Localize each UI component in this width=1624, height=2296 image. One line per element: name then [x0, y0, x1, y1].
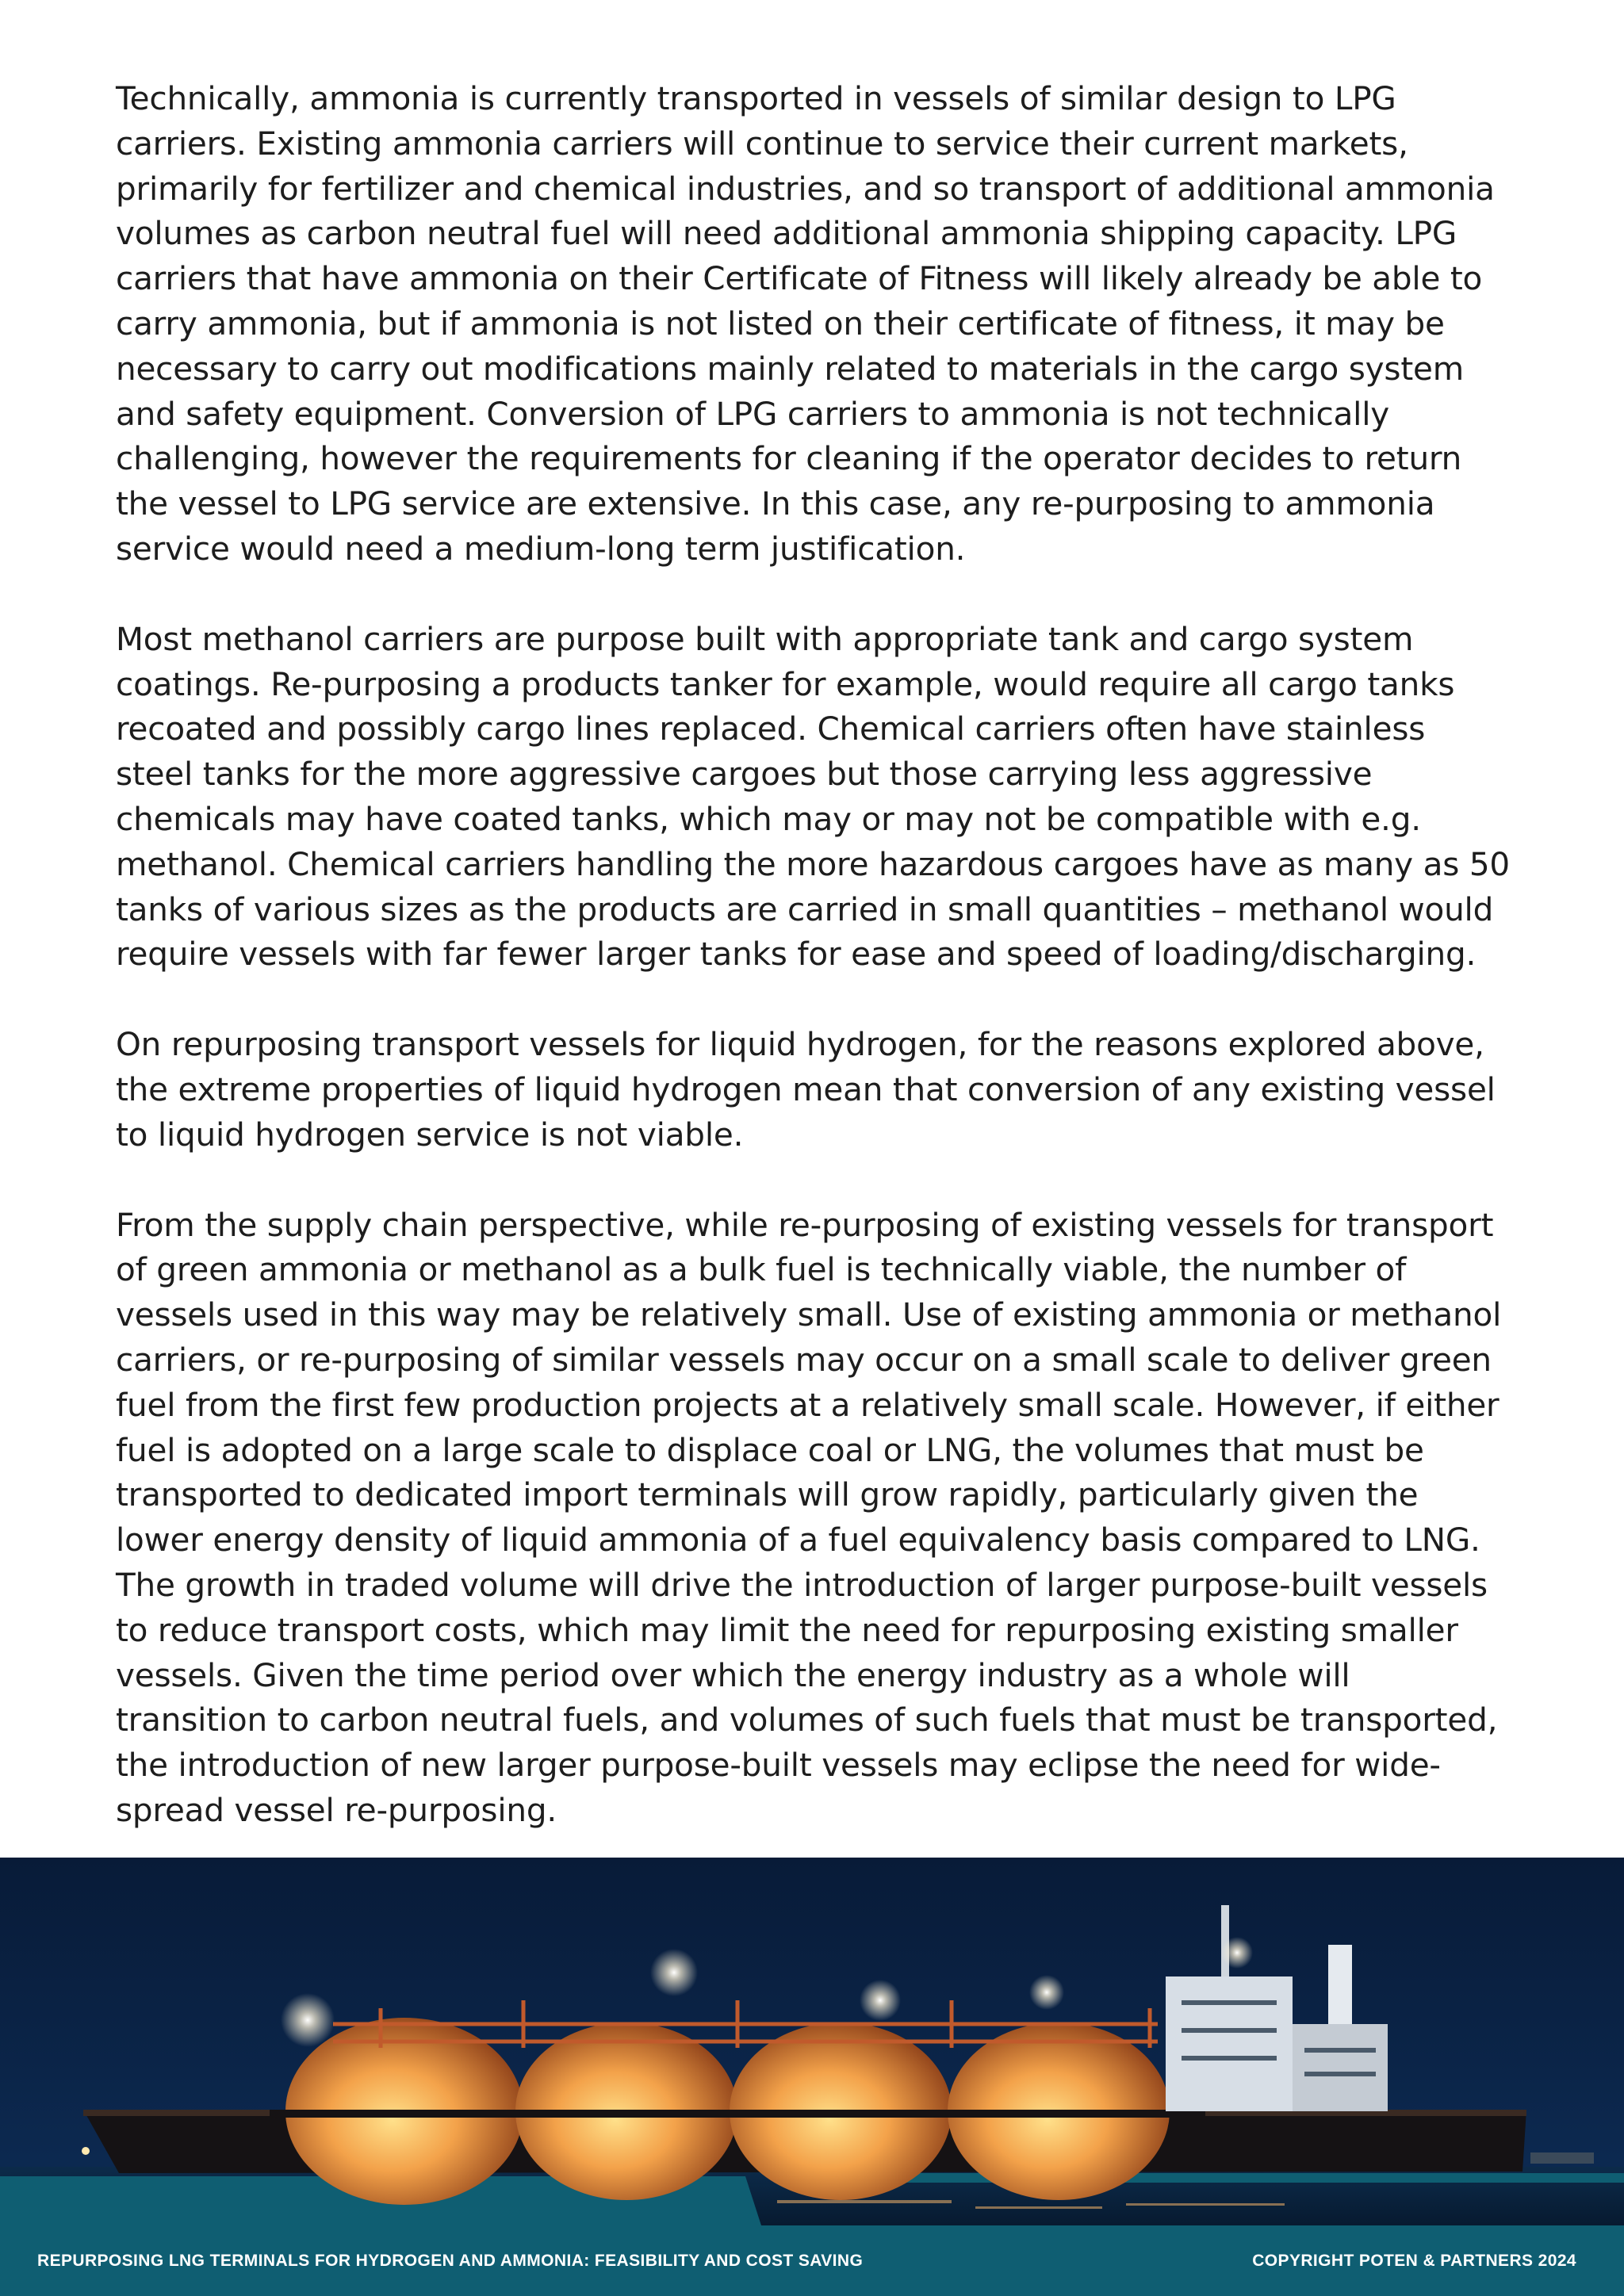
footer-document-title: REPURPOSING LNG TERMINALS FOR HYDROGEN AND AMMONIA: FEASIBILITY AND COST SAVING: [37, 2252, 864, 2270]
paragraph-supply-chain: From the supply chain perspective, while re-purposing of existing vessels for transport of green ammonia or methanol as a bulk fuel is technically viable, the number of vessels used in this way may be relatively small. Use of existing ammonia or methanol carriers, or re-purposing of similar vessels may occur on a small scale to deliver green fuel from the first few production projects at a relatively small scale. However, if either fuel is adopted on a large scale to displace coal or LNG, the volumes that must be transported to dedicated import terminals will grow rapidly, particularly given the lower energy density of liquid ammonia of a fuel equivalency basis compared to LNG. The growth in traded volume will drive the introduction of larger purpose-built vessels to reduce transport costs, which may limit the need for repurposing existing smaller vessels. Given the time period over which the energy industry as a whole will transition to carbon neutral fuels, and volumes of such fuels that must be transported, the introduction of new larger purpose-built vessels may eclipse the need for wide-spread vessel re-purposing.: [116, 1205, 1502, 1829]
footer-copyright: COPYRIGHT POTEN & PARTNERS 2024: [1252, 2252, 1576, 2270]
lng-carrier-photo: [0, 1858, 1624, 2225]
page-footer: [0, 2225, 1624, 2296]
paragraph-liquid-hydrogen: On repurposing transport vessels for liquid hydrogen, for the reasons explored above, the extreme properties of liquid hydrogen mean that conversion of any existing vessel to liquid hydrogen service is not viable.: [116, 1025, 1496, 1154]
paragraph-methanol-carriers: Most methanol carriers are purpose built with appropriate tank and cargo system coatings. Re-purposing a products tanker for example, would require all cargo tanks recoated and possibly cargo lines replaced. Chemical carriers often have stainless steel tanks for the more aggressive cargoes but those carrying less aggressive chemicals may have coated tanks, which may or may not be compatible with e.g. methanol. Chemical carriers handling the more hazardous cargoes have as many as 50 tanks of various sizes as the products are carried in small quantities – methanol would require vessels with far fewer larger tanks for ease and speed of loading/discharging.: [116, 619, 1510, 974]
paragraph-ammonia-carriers: Technically, ammonia is currently transported in vessels of similar design to LPG carriers. Existing ammonia carriers will continue to service their current markets, primarily for fertilizer and chemical industries, and so transport of additional ammonia volumes as carbon neutral fuel will need additional ammonia shipping capacity. LPG carriers that have ammonia on their Certificate of Fitness will likely already be able to carry ammonia, but if ammonia is not listed on their certificate of fitness, it may be necessary to carry out modifications mainly related to materials in the cargo system and safety equipment. Conversion of LPG carriers to ammonia is not technically challenging, however the requirements for cleaning if the operator decides to return the vessel to LPG service are extensive. In this case, any re-purposing to ammonia service would need a medium-long term justification.: [116, 79, 1495, 568]
document-body: [116, 76, 1511, 1878]
